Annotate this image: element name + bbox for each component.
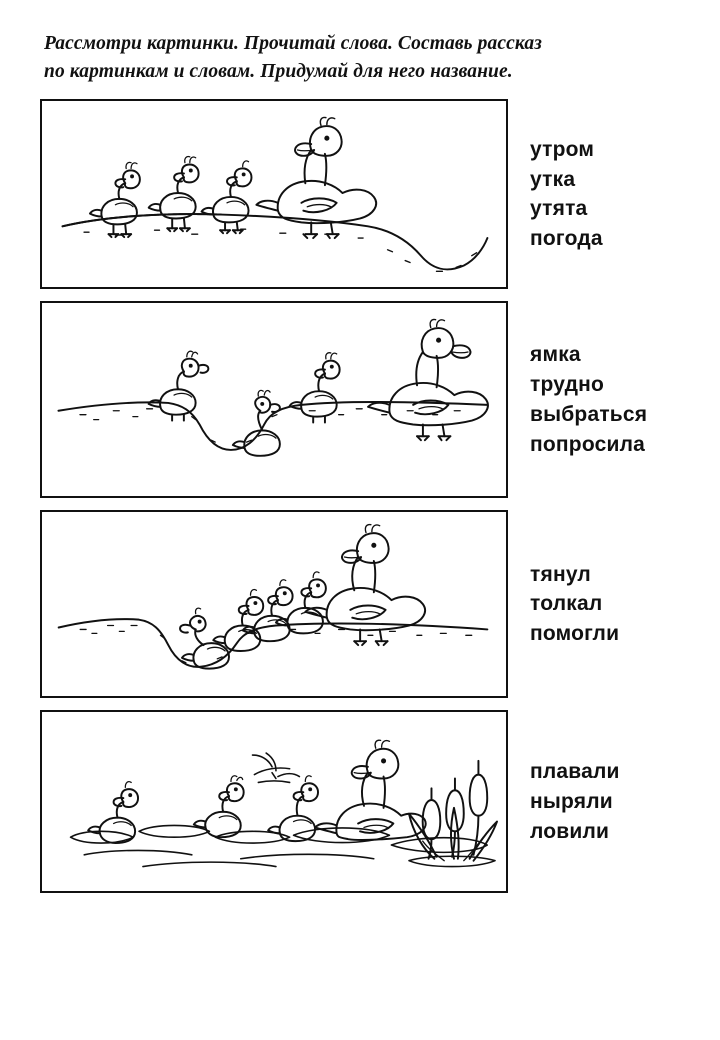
word-list-1: [508, 135, 603, 254]
duck-and-ducklings-walking-illustration: [42, 101, 506, 287]
picture-panel-1: [40, 99, 508, 289]
word-item: утка: [530, 167, 576, 191]
word-item: утята: [530, 197, 588, 221]
word-item: ямка: [530, 343, 581, 367]
panel-row-3: [40, 510, 688, 698]
word-item: погода: [530, 227, 603, 251]
instructions-line-1: Рассмотри картинки. Прочитай слова. Составь рассказ: [44, 33, 542, 54]
word-list-2: [508, 340, 647, 459]
instructions-line-2: по картинкам и словам. Придумай для него название.: [44, 60, 513, 82]
word-item: ныряли: [530, 789, 613, 813]
panel-row-2: [40, 301, 688, 498]
word-item: помогли: [530, 622, 620, 646]
panel-row-4: [40, 710, 688, 893]
duckling-fallen-in-pit-illustration: [42, 303, 506, 496]
picture-panel-4: [40, 710, 508, 893]
panel-row-1: [40, 99, 688, 289]
word-item: попросила: [530, 432, 645, 456]
word-item: утром: [530, 137, 595, 161]
instructions-text: [44, 30, 664, 85]
word-item: толкал: [530, 592, 603, 616]
word-list-4: [508, 757, 620, 846]
word-item: выбраться: [530, 402, 648, 426]
picture-panel-2: [40, 301, 508, 498]
word-item: тянул: [530, 562, 591, 586]
word-item: трудно: [530, 373, 605, 397]
ducks-pulling-duckling-out-illustration: [42, 512, 506, 696]
word-item: плавали: [530, 760, 620, 784]
picture-panel-3: [40, 510, 508, 698]
word-item: ловили: [530, 819, 610, 843]
ducks-swimming-in-pond-illustration: [42, 712, 506, 891]
word-list-3: [508, 560, 619, 649]
